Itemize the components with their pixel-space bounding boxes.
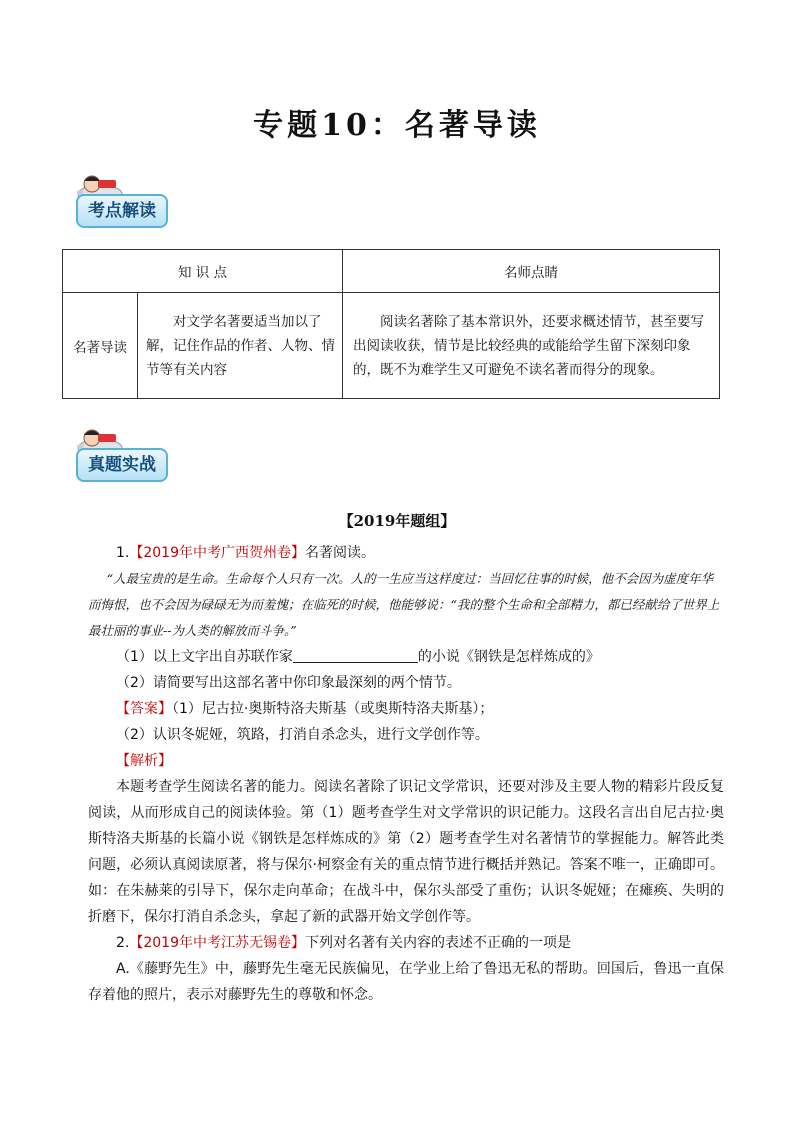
answer-line-1: 【答案】（1）尼古拉·奥斯特洛夫斯基（或奥斯特洛夫斯基）；: [116, 701, 494, 717]
question-2-header: [88, 930, 724, 956]
question-source: 【2019年中考江苏无锡卷】: [129, 935, 305, 951]
knowledge-table: [62, 249, 720, 399]
section-badge-real-exam: [66, 426, 176, 488]
table-header-knowledge: 知 识 点: [63, 250, 343, 293]
answer-blank: [293, 648, 418, 663]
analysis-label: 【解析】: [116, 753, 172, 769]
quote-passage: “人最宝贵的是生命。生命每个人只有一次。人的一生应当这样度过：当回忆往事的时候，他不会因为虚度年华而悔恨，也不会因为碌碌无为而羞愧；在临死的时候，他能够说：“我的整个生命和全部精力，都已经献给了世界上最壮丽的事业--为人类的解放而斗争。”: [88, 571, 720, 638]
table-cell-category: 名著导读: [63, 293, 138, 399]
question-source: 【2019年中考广西贺州卷】: [129, 545, 305, 561]
analysis-text: 本题考查学生阅读名著的能力。阅读名著除了识记文学常识，还要对涉及主要人物的精彩片段反复阅读，从而形成自己的阅读体验。第（1）题考查学生对文学常识的识记能力。这段名言出自尼古拉·奥斯特洛夫斯基的长篇小说《钢铁是怎样炼成的》第（2）题考查学生对名著情节的掌握能力。解答此类问题，必须认真阅读原著，将与保尔·柯察金有关的重点情节进行概括并熟记。答案不唯一，正确即可。如：在朱赫莱的引导下，保尔走向革命；在战斗中，保尔头部受了重伤；认识冬妮娅；在瘫痪、失明的折磨下，保尔打消自杀念头，拿起了新的武器开始文学创作等。: [88, 779, 724, 925]
group-title: 【2019年题组】: [338, 512, 456, 530]
sub-question-1: （1）以上文字出自苏联作家 的小说《钢铁是怎样炼成的》: [116, 649, 600, 665]
badge-label: 真题实战: [76, 448, 168, 482]
answer-label: 【答案】: [116, 701, 172, 717]
table-header-tips: 名师点睛: [343, 250, 720, 293]
section-badge-key-points: [66, 172, 176, 234]
question-stem: 名著阅读。: [305, 545, 375, 561]
table-cell-description: 对文学名著要适当加以了解，记住作品的作者、人物、情节等有关内容: [138, 293, 343, 399]
badge-label: 考点解读: [76, 194, 168, 228]
page-title: 专题10：名著导读: [253, 108, 541, 143]
question-stem: 下列对名著有关内容的表述不正确的一项是: [305, 935, 571, 951]
table-cell-tip: 阅读名著除了基本常识外，还要求概述情节，甚至要写出阅读收获，情节是比较经典的或能给学生留下深刻印象的，既不为难学生又可避免不读名著而得分的现象。: [343, 293, 720, 399]
question-number: 1.: [116, 545, 130, 561]
question-number: 2.: [116, 935, 130, 951]
question-1-header: [88, 540, 724, 566]
answer-line-2: （2）认识冬妮娅，筑路，打消自杀念头，进行文学创作等。: [116, 727, 489, 743]
question-content: [88, 540, 724, 1008]
option-a: A.《藤野先生》中，藤野先生毫无民族偏见，在学业上给了鲁迅无私的帮助。回国后，鲁迅一直保存着他的照片，表示对藤野先生的尊敬和怀念。: [88, 961, 724, 1003]
sub-question-2: （2）请简要写出这部名著中你印象最深刻的两个情节。: [116, 675, 461, 691]
